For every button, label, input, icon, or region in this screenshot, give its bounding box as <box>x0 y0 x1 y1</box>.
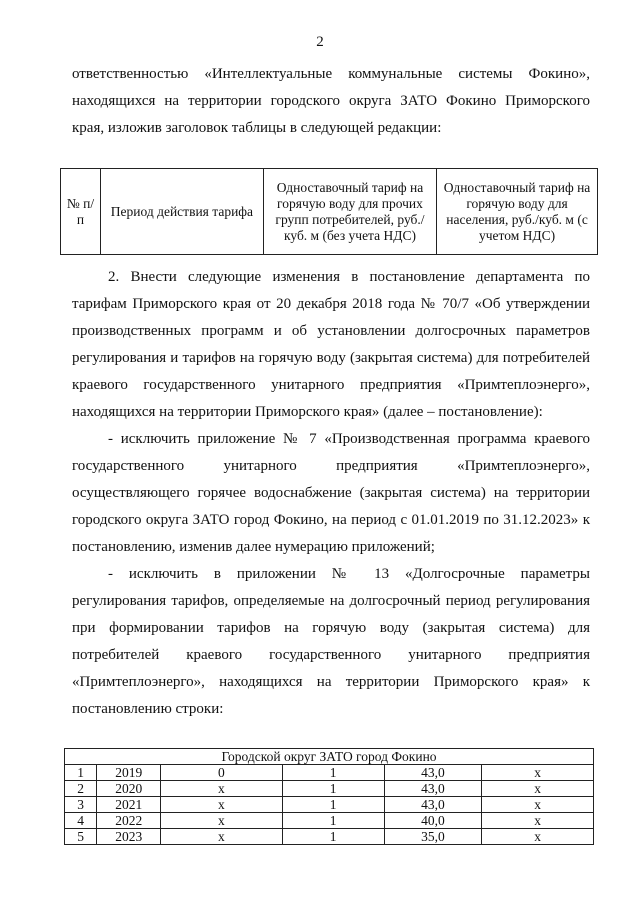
cell-value: х <box>482 813 594 829</box>
table-row <box>65 797 594 813</box>
intro-paragraph <box>72 61 590 142</box>
paragraph-4 <box>72 561 590 723</box>
text-line: осуществляющего горячее водоснабжение (закрытая система) на территории <box>72 485 590 501</box>
header-cell-tariff-population: Одноставочный тариф на горячую воду для населения, руб./куб. м (с учетом НДС) <box>437 169 598 255</box>
cell-year: 2019 <box>97 765 161 781</box>
cell-number: 4 <box>65 813 97 829</box>
text-line: постановлению, изменив далее нумерацию приложений; <box>72 539 435 555</box>
cell-value: х <box>482 797 594 813</box>
text-line: - исключить в приложении № 13 «Долгосрочные параметры <box>108 566 590 582</box>
table-row <box>65 781 594 797</box>
paragraph-3 <box>72 426 590 561</box>
text-line: ответственностью «Интеллектуальные коммунальные системы Фокино», <box>72 66 590 82</box>
cell-year: 2021 <box>97 797 161 813</box>
cell-year: 2020 <box>97 781 161 797</box>
cell-year: 2023 <box>97 829 161 845</box>
text-line: городского округа ЗАТО город Фокино, на период с 01.01.2019 по 31.12.2023» к <box>72 512 590 528</box>
header-cell-tariff-other: Одноставочный тариф на горячую воду для прочих групп потребителей, руб./куб. м (без учета НДС) <box>263 169 436 255</box>
cell-value: 0 <box>161 765 282 781</box>
cell-value: х <box>482 781 594 797</box>
table-row <box>65 765 594 781</box>
cell-value: х <box>161 781 282 797</box>
cell-value: 43,0 <box>384 797 482 813</box>
page-number: 2 <box>316 34 324 50</box>
cell-value: 35,0 <box>384 829 482 845</box>
table-row <box>65 829 594 845</box>
cell-value: 1 <box>282 765 384 781</box>
cell-value: 43,0 <box>384 781 482 797</box>
text-line: потребителей краевого государственного унитарного предприятия <box>72 647 590 663</box>
header-cell-period: Период действия тарифа <box>100 169 263 255</box>
text-line: «Примтеплоэнерго», находящихся на территории Приморского края» к <box>72 674 590 690</box>
text-line: края, изложив заголовок таблицы в следующей редакции: <box>72 120 442 136</box>
cell-value: 40,0 <box>384 813 482 829</box>
text-line: находящихся на территории Приморского края» (далее – постановление): <box>72 404 543 420</box>
text-line: постановлению строки: <box>72 701 224 717</box>
cell-value: х <box>161 797 282 813</box>
cell-value: 1 <box>282 813 384 829</box>
text-line: регулирования тарифов, определяемые на долгосрочный период регулирования <box>72 593 590 609</box>
text-line: производственных программ и об установлении долгосрочных параметров <box>72 323 590 339</box>
cell-number: 3 <box>65 797 97 813</box>
table-row <box>65 813 594 829</box>
cell-value: 1 <box>282 781 384 797</box>
text-line: 2. Внести следующие изменения в постановление департамента по <box>108 269 590 285</box>
paragraph-2 <box>72 264 590 426</box>
cell-value: х <box>482 829 594 845</box>
tariff-header-table <box>60 168 598 255</box>
text-line: регулирования и тарифов на горячую воду (закрытая система) для потребителей <box>72 350 590 366</box>
cell-number: 1 <box>65 765 97 781</box>
cell-year: 2022 <box>97 813 161 829</box>
text-line: краевого государственного унитарного предприятия «Примтеплоэнерго», <box>72 377 590 393</box>
text-line: тарифам Приморского края от 20 декабря 2018 года № 70/7 «Об утверждении <box>72 296 590 312</box>
text-line: государственного унитарного предприятия «Примтеплоэнерго», <box>72 458 590 474</box>
text-line: - исключить приложение № 7 «Производственная программа краевого <box>108 431 590 447</box>
text-line: при формировании тарифов на горячую воду (закрытая система) для <box>72 620 590 636</box>
cell-value: 1 <box>282 829 384 845</box>
cell-value: 1 <box>282 797 384 813</box>
cell-value: х <box>161 813 282 829</box>
header-cell-number: № п/п <box>61 169 101 255</box>
cell-value: 43,0 <box>384 765 482 781</box>
fokino-rows-table <box>64 748 594 845</box>
table-caption: Городской округ ЗАТО город Фокино <box>65 749 594 765</box>
cell-value: х <box>482 765 594 781</box>
cell-number: 5 <box>65 829 97 845</box>
text-line: находящихся на территории городского округа ЗАТО Фокино Приморского <box>72 93 590 109</box>
cell-value: х <box>161 829 282 845</box>
cell-number: 2 <box>65 781 97 797</box>
